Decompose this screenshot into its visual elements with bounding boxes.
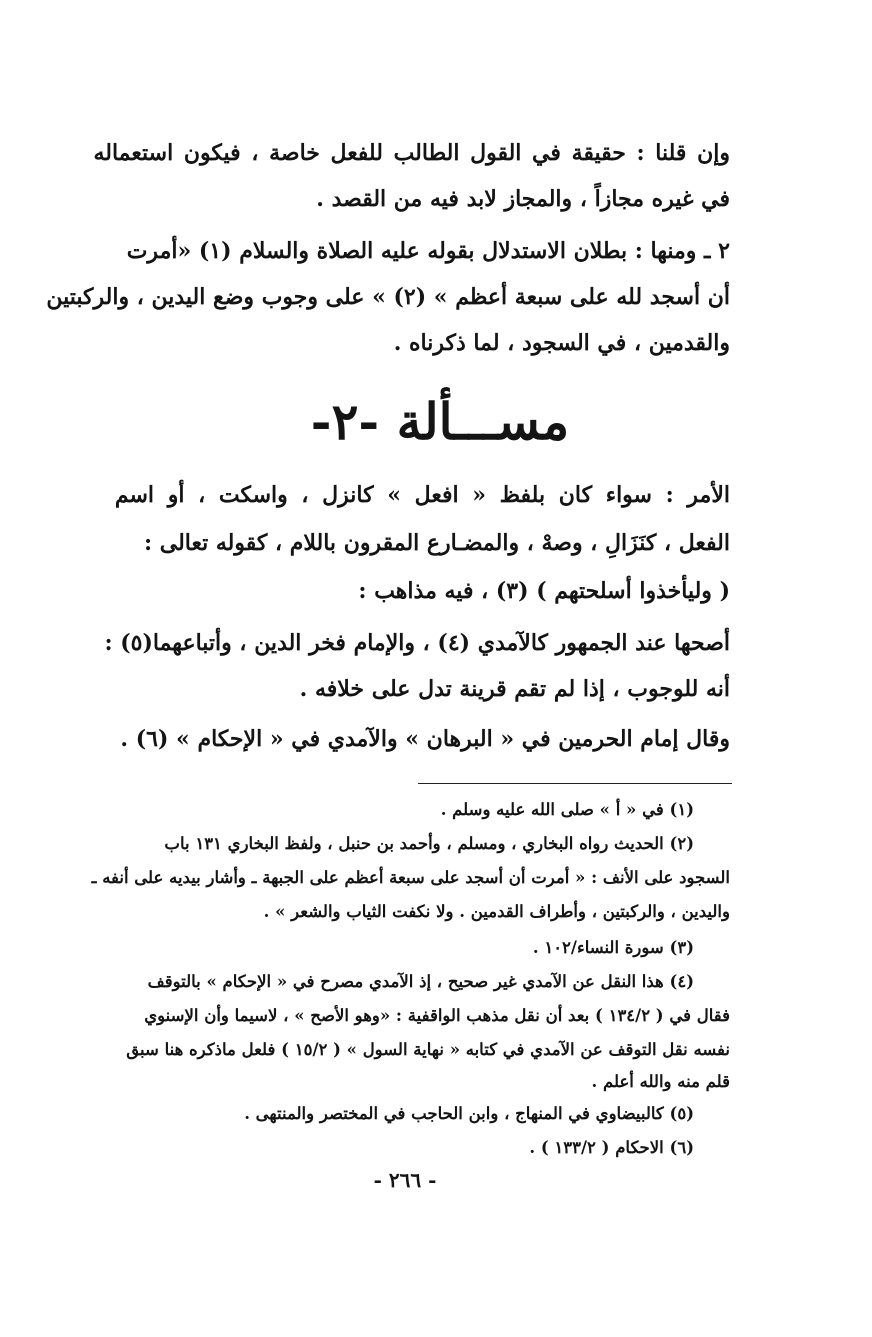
- body-line: في غيره مجازاً ، والمجاز لابد فيه من القصد .: [316, 186, 730, 212]
- footnote-line: (٣) سورة النساء/١٠٢ .: [532, 938, 694, 957]
- page-number: - ٢٦٦ -: [373, 1168, 437, 1192]
- footnote-separator: [418, 783, 732, 784]
- footnote-line: السجود على الأنف : « أمرت أن أسجد على سبعة أعظم على الجبهة ـ وأشار بيديه على أنفه ـ: [91, 868, 730, 887]
- footnote-line: (٢) الحديث رواه البخاري ، ومسلم ، وأحمد بن حنبل ، ولفظ البخاري ١٣١ باب: [164, 834, 694, 853]
- body-line: أن أسجد لله على سبعة أعظم » (٢) » على وجوب وضع اليدين ، والركبتين: [46, 284, 730, 310]
- section-line: أصحها عند الجمهور كالآمدي (٤) ، والإمام فخر الدين ، وأتباعهما(٥) :: [104, 630, 730, 656]
- section-line: أنه للوجوب ، إذا لم تقم قرينة تدل على خلافه .: [299, 676, 730, 702]
- section-line: الأمر : سواء كان بلفظ « افعل » كانزل ، واسكت ، أو اسم: [114, 482, 730, 508]
- footnote-line: (٤) هذا النقل عن الآمدي غير صحيح ، إذ الآمدي مصرح في « الإحكام » بالتوقف: [147, 972, 694, 991]
- section-heading: مســـألة -٢-: [310, 392, 570, 451]
- body-line: والقدمين ، في السجود ، لما ذكرناه .: [393, 330, 730, 356]
- footnote-line: (١) في « أ » صلى الله عليه وسلم .: [440, 800, 694, 819]
- section-line: وقال إمام الحرمين في « البرهان » والآمدي في « الإحكام » (٦) .: [120, 726, 730, 752]
- footnote-line: واليدين ، والركبتين ، وأطراف القدمين . ولا نكفت الثياب والشعر » .: [263, 902, 730, 921]
- footnote-line: نفسه نقل التوقف عن الآمدي في كتابه « نهاية السول » ( ١٥/٢ ) فلعل ماذكره هنا سبق: [126, 1040, 730, 1059]
- body-line: وإن قلنا : حقيقة في القول الطالب للفعل خاصة ، فيكون استعماله: [93, 140, 730, 166]
- section-line: ( وليأخذوا أسلحتهم ) (٣) ، فيه مذاهب :: [358, 578, 730, 604]
- footnote-line: (٦) الاحكام ( ١٣٣/٢ ) .: [529, 1138, 694, 1157]
- section-line: الفعل ، كنَزَالِ ، وصهْ ، والمضـارع المقرون باللام ، كقوله تعالى :: [143, 530, 730, 556]
- footnote-line: (٥) كالبيضاوي في المنهاج ، وابن الحاجب في المختصر والمنتهى .: [244, 1104, 694, 1123]
- footnote-line: قلم منه والله أعلم .: [591, 1072, 730, 1091]
- body-line: ٢ ـ ومنها : بطلان الاستدلال بقوله عليه الصلاة والسلام (١) «أمرت: [126, 238, 730, 264]
- footnote-line: فقال في ( ١٣٤/٢ ) بعد أن نقل مذهب الواقفية : «وهو الأصح » ، لاسيما وأن الإسنوي: [144, 1006, 730, 1025]
